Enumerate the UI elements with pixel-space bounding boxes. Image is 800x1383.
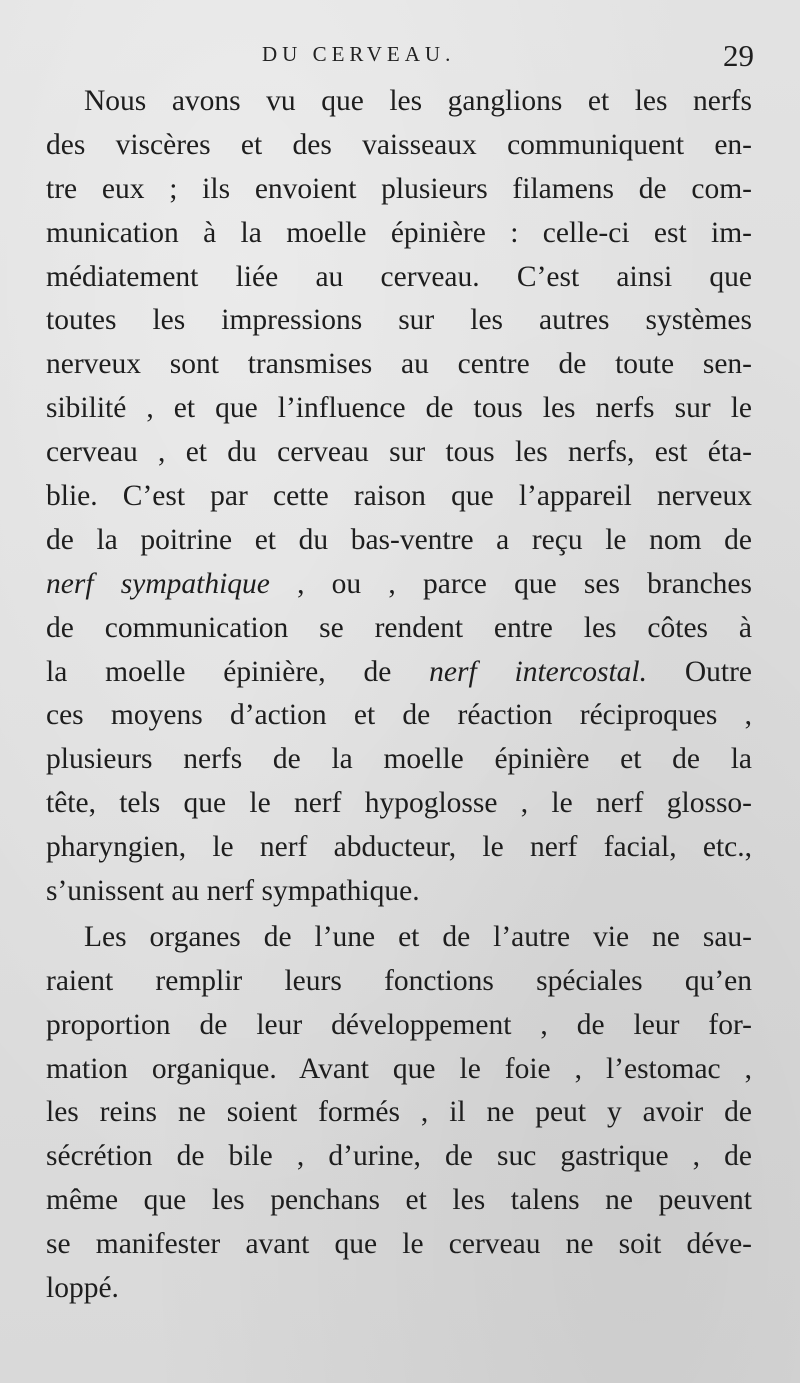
text-line: Les organes de l’une et de l’autre vie ne sau- (84, 920, 752, 953)
text-line: pharyngien, le nerf abducteur, le nerf facial, etc., (46, 831, 752, 864)
text-line: des viscères et des vaisseaux communiquent en- (46, 128, 752, 161)
running-title: DU CERVEAU. (262, 42, 456, 66)
text-line: tête, tels que le nerf hypoglosse , le nerf glosso- (46, 787, 752, 820)
body-text (46, 80, 752, 1311)
text-line: blie. C’est par cette raison que l’appareil nerveux (46, 480, 752, 513)
text-line: même que les penchans et les talens ne peuvent (46, 1184, 752, 1217)
italic-term-nerf-sympathique: nerf sympathique (46, 567, 270, 600)
text-line: tre eux ; ils envoient plusieurs filamens de com- (46, 172, 752, 205)
text-line (46, 651, 752, 695)
running-head (0, 38, 800, 78)
text-line: mation organique. Avant que le foie , l’estomac , (46, 1052, 752, 1085)
text-line: sécrétion de bile , d’urine, de suc gastrique , de (46, 1140, 752, 1173)
text-line: nerveux sont transmises au centre de toute sen- (46, 348, 752, 381)
text-segment: Outre (646, 655, 752, 688)
text-line: plusieurs nerfs de la moelle épinière et de la (46, 743, 752, 776)
paragraph-1 (46, 80, 752, 914)
text-line: munication à la moelle épinière : celle-ci est im- (46, 216, 752, 249)
text-line: cerveau , et du cerveau sur tous les nerfs, est éta- (46, 436, 752, 469)
text-line: toutes les impressions sur les autres systèmes (46, 304, 752, 337)
text-line: raient remplir leurs fonctions spéciales qu’en (46, 964, 752, 997)
text-line: de communication se rendent entre les côtes à (46, 611, 752, 644)
text-line: s’unissent au nerf sympathique. (46, 875, 420, 908)
text-line: les reins ne soient formés , il ne peut y avoir de (46, 1096, 752, 1129)
text-segment: la moelle épinière, de (46, 655, 430, 688)
paragraph-2 (46, 916, 752, 1311)
text-line: médiatement liée au cerveau. C’est ainsi que (46, 260, 752, 293)
text-line (46, 563, 752, 607)
page-number: 29 (723, 38, 754, 73)
text-line: Nous avons vu que les ganglions et les nerfs (84, 85, 752, 117)
text-line: se manifester avant que le cerveau ne soit déve- (46, 1228, 752, 1261)
text-line: sibilité , et que l’influence de tous les nerfs sur le (46, 392, 752, 425)
text-line: proportion de leur développement , de leur for- (46, 1008, 752, 1041)
text-line: loppé. (46, 1272, 119, 1305)
text-segment: , ou , parce que ses branches (269, 567, 752, 600)
text-line: de la poitrine et du bas-ventre a reçu le nom de (46, 523, 752, 556)
italic-term-nerf-intercostal: nerf intercostal. (429, 655, 647, 688)
text-line: ces moyens d’action et de réaction réciproques , (46, 699, 752, 732)
